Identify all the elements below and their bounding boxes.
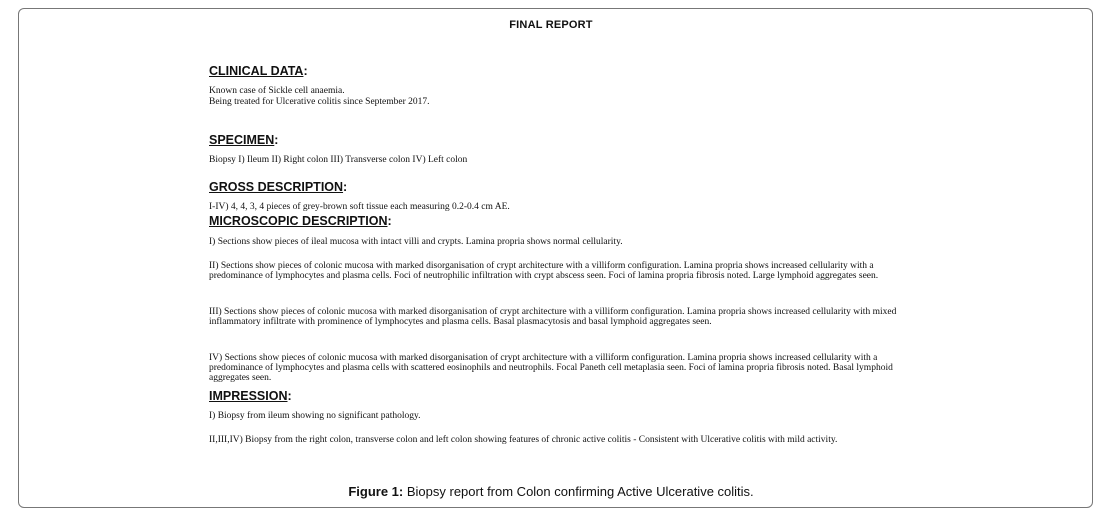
specimen-heading: SPECIMEN: [209,133,279,147]
clinical-data-line: Known case of Sickle cell anaemia. [209,86,345,96]
figure-caption [0,484,1102,499]
impression-paragraph: I) Biopsy from ileum showing no significant pathology. [209,411,421,421]
impression-paragraph: II,III,IV) Biopsy from the right colon, transverse colon and left colon showing features of chronic active colitis - Consistent with Ulcerative colitis with mild activity. [209,435,838,445]
clinical-data-heading: CLINICAL DATA: [209,64,308,78]
clinical-data-heading-text: CLINICAL DATA [209,64,304,78]
impression-heading-text: IMPRESSION [209,389,288,403]
gross-description-heading-text: GROSS DESCRIPTION [209,180,344,194]
microscopic-paragraph: I) Sections show pieces of ileal mucosa with intact villi and crypts. Lamina propria shows normal cellularity. [209,237,623,247]
clinical-data-line: Being treated for Ulcerative colitis since September 2017. [209,97,430,107]
gross-description-heading: GROSS DESCRIPTION: [209,180,348,194]
specimen-heading-text: SPECIMEN [209,133,275,147]
gross-description-line: I-IV) 4, 4, 3, 4 pieces of grey-brown soft tissue each measuring 0.2-0.4 cm AE. [209,202,510,212]
report-figure-frame [18,8,1093,508]
microscopic-paragraph: IV) Sections show pieces of colonic mucosa with marked disorganisation of crypt architecture with a villiform configuration. Lamina propria shows increased cellularity with a predominance of lymphocytes and plasma cells with scattered eosinophils and neutrophils. Focal Paneth cell metaplasia seen. Foci of lamina propria fibrosis noted. Basal lymphoid aggregates seen. [209,353,893,383]
microscopic-paragraph: III) Sections show pieces of colonic mucosa with marked disorganisation of crypt architecture with a villiform configuration. Lamina propria shows increased cellularity with mixed inflammatory infiltrate with prominence of lymphocytes and plasma cells. Basal plasmacytosis and basal lymphoid aggregates seen. [209,307,897,327]
impression-heading: IMPRESSION: [209,389,292,403]
figure-caption-text: Biopsy report from Colon confirming Active Ulcerative colitis. [403,484,754,499]
report-title: FINAL REPORT [509,19,593,31]
microscopic-description-heading: MICROSCOPIC DESCRIPTION: [209,214,392,228]
figure-caption-label: Figure 1: [348,484,404,499]
specimen-line: Biopsy I) Ileum II) Right colon III) Transverse colon IV) Left colon [209,155,468,165]
microscopic-paragraph: II) Sections show pieces of colonic mucosa with marked disorganisation of crypt architecture with a villiform configuration. Lamina propria shows increased cellularity with a predominance of lymphocytes and plasma cells. Foci of neutrophilic infiltration with crypt abscess seen. Foci of lamina propria fibrosis noted. Large lymphoid aggregates seen. [209,261,879,281]
microscopic-description-heading-text: MICROSCOPIC DESCRIPTION [209,214,388,228]
